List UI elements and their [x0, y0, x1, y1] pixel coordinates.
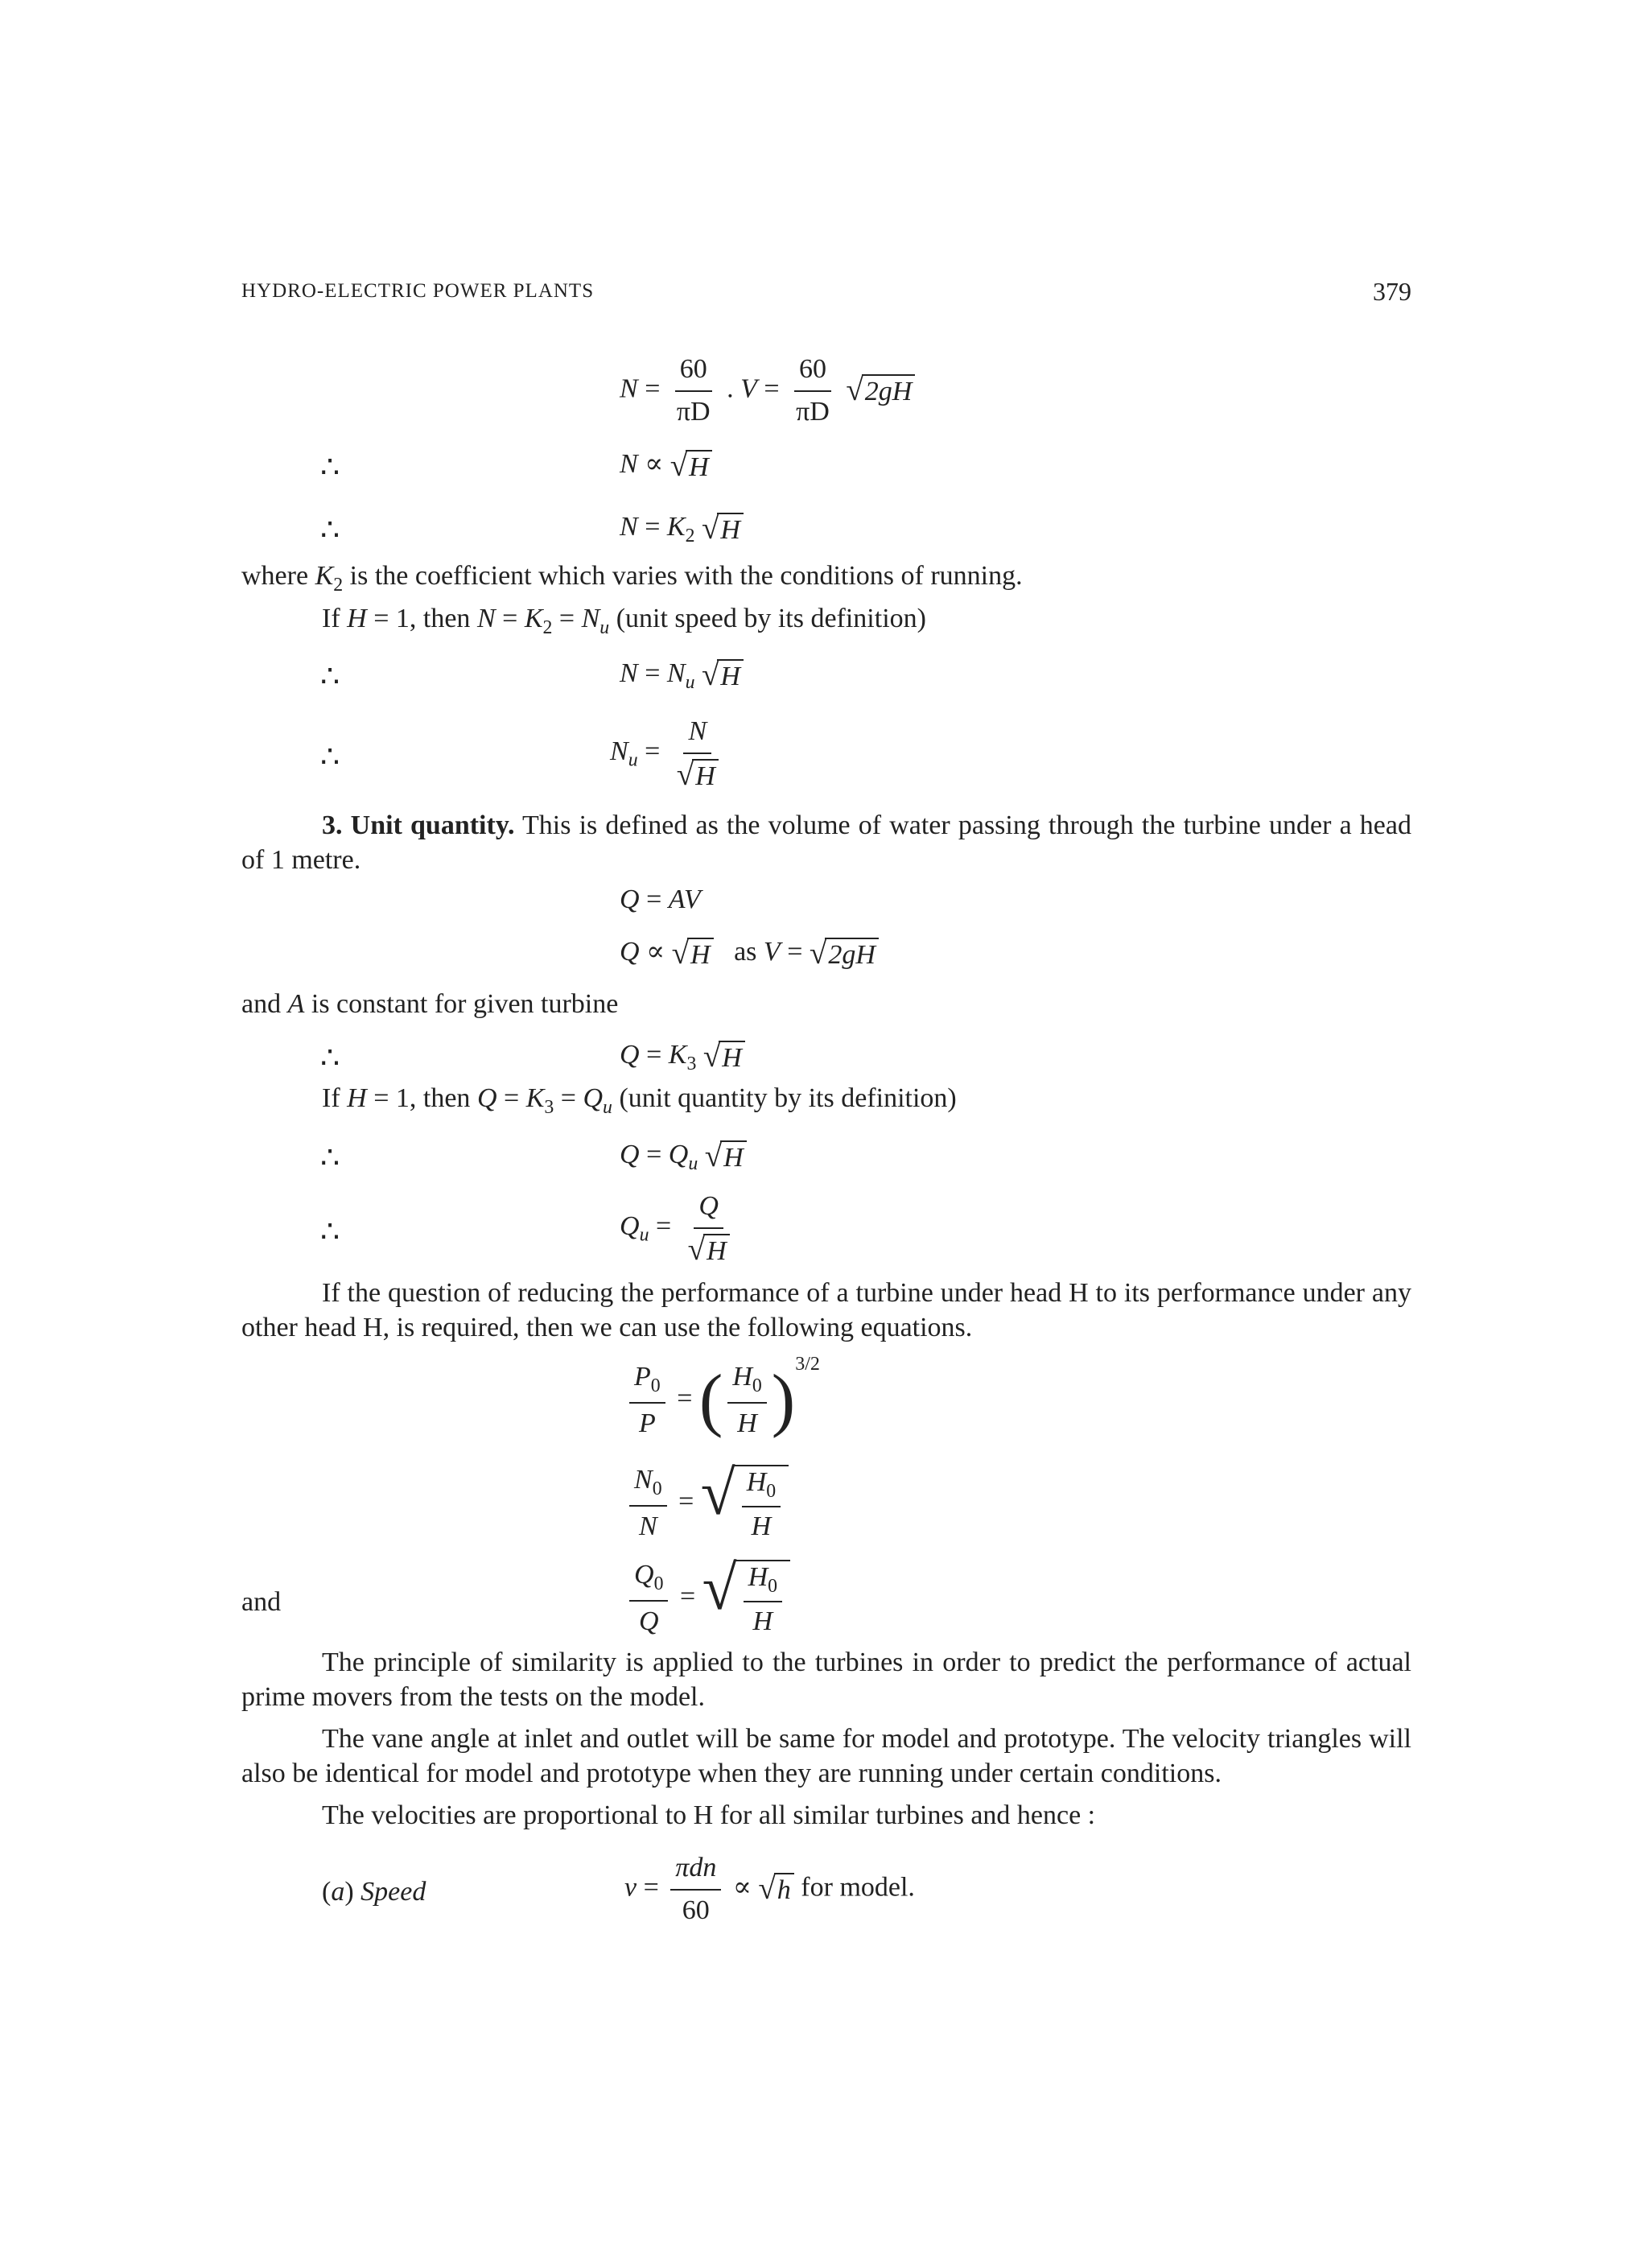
- sqrt-h: [705, 1140, 747, 1173]
- fraction-60-pid: [791, 353, 834, 429]
- text-unit-speed-definition: [322, 602, 926, 641]
- var-h: H: [347, 1083, 367, 1113]
- var-k: K: [666, 512, 686, 542]
- right-paren: ): [771, 1360, 796, 1440]
- equals-sign: =: [764, 373, 780, 404]
- radical-sign: √: [702, 1552, 737, 1623]
- paragraph-vane-angle: The vane angle at inlet and outlet will be same for model and prototype. The velocity triangles will also be identical for model and prototype when they are running under certain conditions.: [241, 1724, 1411, 1788]
- text-run: for model.: [801, 1872, 915, 1903]
- var-a: A: [287, 989, 305, 1019]
- subscript: u: [603, 1096, 612, 1118]
- item-letter: a: [331, 1877, 345, 1907]
- numerator: N: [683, 715, 711, 754]
- fraction-h0-h: [744, 1561, 782, 1637]
- radical-sign: √: [758, 1870, 776, 1906]
- radical-sign: √: [676, 757, 694, 793]
- equals-sign: =: [646, 1040, 662, 1070]
- radicand: H: [717, 513, 744, 546]
- equation-power-ratio: [624, 1354, 820, 1441]
- text-run: If: [322, 1083, 348, 1113]
- fraction-n-sqrt-h: [672, 715, 723, 792]
- denominator: [683, 1229, 735, 1268]
- numerator: [727, 1360, 766, 1404]
- fraction-pidn-60: [670, 1851, 721, 1928]
- subscript: 0: [752, 1375, 762, 1396]
- text-run: =: [554, 1083, 583, 1113]
- subscript: 2: [542, 616, 553, 638]
- subscript: 2: [333, 574, 344, 596]
- numerator: [744, 1561, 782, 1602]
- subscript: u: [639, 1224, 649, 1246]
- equals-sign: =: [645, 512, 661, 542]
- item-title: Speed: [360, 1877, 426, 1907]
- left-paren: (: [698, 1360, 723, 1440]
- radical-sign: √: [704, 1138, 723, 1173]
- numerator: [629, 1558, 668, 1602]
- equation-q-av: [620, 883, 701, 918]
- denominator: H: [751, 1511, 772, 1542]
- therefore-symbol: ∴: [320, 1041, 340, 1075]
- var-n: N: [581, 604, 600, 633]
- equation-speed-model: [624, 1851, 915, 1928]
- denominator: Q: [638, 1606, 659, 1636]
- denominator: P: [638, 1408, 656, 1438]
- equation-n-prop-sqrt-h: [620, 447, 712, 483]
- radical-sign: √: [671, 935, 690, 971]
- therefore-symbol: ∴: [320, 740, 340, 774]
- sqrt-h: [670, 447, 712, 483]
- radical-sign: √: [701, 510, 719, 546]
- denominator: πD: [796, 396, 830, 427]
- var-av: AV: [668, 885, 701, 914]
- var-v: V: [763, 937, 781, 967]
- text-run: (unit quantity by its definition): [612, 1083, 957, 1113]
- subscript: 3: [544, 1096, 554, 1118]
- var-q: Q: [620, 885, 640, 914]
- radicand: H: [703, 1234, 730, 1267]
- numerator: [629, 1463, 667, 1507]
- denominator: H: [737, 1408, 757, 1438]
- sqrt-2gh: [846, 374, 915, 407]
- text-run: =: [552, 604, 582, 633]
- subscript: 0: [768, 1575, 778, 1597]
- label-and: and: [241, 1587, 282, 1617]
- var-k: K: [315, 561, 334, 591]
- denominator: πD: [676, 396, 711, 427]
- radical-sign: √: [670, 447, 688, 483]
- text-unit-quantity-definition: [322, 1082, 957, 1120]
- var-h: H: [746, 1466, 767, 1497]
- section-heading: 3. Unit quantity.: [322, 810, 515, 840]
- text-run: (: [322, 1877, 332, 1907]
- var-n: N: [634, 1465, 653, 1495]
- var-n: N: [620, 512, 638, 542]
- var-h: H: [748, 1561, 768, 1592]
- equation-n-k2-sqrt-h: [620, 510, 744, 549]
- equation-quantity-ratio: [624, 1552, 790, 1639]
- sqrt-h: [688, 1234, 730, 1267]
- var-q: Q: [620, 937, 640, 967]
- numerator: 60: [675, 353, 712, 392]
- text-run: (unit speed by its definition): [609, 604, 926, 633]
- equals-sign: =: [646, 1140, 662, 1169]
- var-q: Q: [583, 1083, 604, 1113]
- subscript: 3: [686, 1053, 697, 1074]
- sqrt-h: [702, 659, 744, 692]
- fraction-q0-q: [629, 1558, 668, 1639]
- radical-sign: √: [700, 1457, 735, 1528]
- paragraph-unit-quantity: [241, 809, 1411, 877]
- fraction-60-pid: [672, 353, 715, 429]
- var-h: H: [732, 1362, 752, 1392]
- radicand: 2gH: [825, 938, 879, 971]
- sqrt-2gh: [809, 935, 879, 971]
- subscript: u: [685, 671, 695, 693]
- sqrt-h: [758, 1870, 793, 1906]
- equation-q-qu-sqrt-h: [620, 1138, 747, 1177]
- var-n: N: [620, 449, 638, 479]
- equals-sign: =: [645, 373, 661, 404]
- numerator: πdn: [670, 1851, 721, 1891]
- subscript: u: [628, 749, 638, 771]
- equation-nu-n-over-sqrt-h: [610, 715, 728, 792]
- equals-sign: =: [678, 1486, 694, 1516]
- text-run: and: [241, 989, 288, 1019]
- numerator: 60: [794, 353, 831, 392]
- text-run: If: [322, 604, 348, 633]
- sqrt-h0-over-h: [700, 1457, 789, 1542]
- proportional-sign: ∝: [732, 1872, 752, 1903]
- text-run: =: [496, 1083, 526, 1113]
- radicand: H: [686, 450, 712, 483]
- subscript: u: [599, 616, 610, 638]
- var-h: H: [347, 604, 367, 633]
- var-q: Q: [620, 1140, 640, 1169]
- equals-sign: =: [677, 1383, 693, 1413]
- sqrt-h: [677, 759, 719, 792]
- var-n: N: [476, 604, 496, 633]
- equals-sign: =: [645, 736, 661, 766]
- radicand: H: [717, 659, 744, 692]
- equation-q-prop-sqrt-h: [620, 935, 879, 971]
- page-number: 379: [1373, 277, 1411, 306]
- text-run: is constant for given turbine: [304, 989, 619, 1019]
- subscript: 2: [685, 525, 695, 546]
- var-q: Q: [620, 1210, 640, 1241]
- equals-sign: =: [645, 658, 661, 688]
- subscript: 0: [766, 1480, 777, 1502]
- paragraph-velocities: The velocities are proportional to H for all similar turbines and hence :: [322, 1800, 1096, 1830]
- var-q: Q: [668, 1140, 689, 1169]
- var-n: N: [620, 658, 638, 688]
- var-k: K: [668, 1040, 687, 1070]
- radicand: [735, 1560, 790, 1637]
- subscript: 0: [653, 1573, 664, 1594]
- fraction-q-sqrt-h: [683, 1190, 735, 1267]
- radicand: h: [774, 1873, 794, 1906]
- therefore-symbol: ∴: [320, 1141, 340, 1175]
- section-body: This is defined as the volume of water passing through the turbine under a head of 1 metre.: [241, 810, 1411, 875]
- var-n: N: [620, 373, 638, 404]
- text-run: is the coefficient which varies with the conditions of running.: [343, 561, 1023, 591]
- subscript: u: [688, 1153, 698, 1174]
- radicand: 2gH: [862, 374, 916, 407]
- therefore-symbol: ∴: [320, 1215, 340, 1249]
- var-q: Q: [476, 1083, 497, 1113]
- text-run: where: [241, 561, 315, 591]
- equation-qu-q-over-sqrt-h: [620, 1190, 740, 1267]
- paragraph-reducing-performance: If the question of reducing the performance of a turbine under head H to its performance under any other head H, is required, then we can use the following equations.: [241, 1278, 1411, 1342]
- equals-sign: =: [679, 1581, 696, 1611]
- denominator: H: [752, 1606, 773, 1637]
- fraction-h0-h: [742, 1466, 781, 1542]
- radical-sign: √: [687, 1232, 706, 1268]
- running-header: HYDRO-ELECTRIC POWER PLANTS: [241, 280, 595, 302]
- equation-q-k3-sqrt-h: [620, 1038, 745, 1077]
- radicand: H: [687, 938, 714, 971]
- radical-sign: √: [702, 1038, 721, 1074]
- proportional-sign: ∝: [646, 937, 665, 967]
- sqrt-h: [701, 510, 744, 546]
- text-where-k2: [241, 559, 1023, 598]
- sqrt-h: [702, 1038, 745, 1074]
- subscript: 0: [652, 1478, 662, 1499]
- numerator: [742, 1466, 781, 1507]
- equals-sign: =: [643, 1872, 659, 1903]
- var-v: V: [740, 373, 757, 404]
- radical-sign: √: [809, 935, 827, 971]
- equation-n-nu-sqrt-h: [620, 657, 744, 695]
- exponent-three-halves: 3/2: [795, 1354, 820, 1375]
- therefore-symbol: ∴: [320, 660, 340, 694]
- var-q: Q: [620, 1040, 640, 1070]
- fraction-p0-p: [629, 1360, 665, 1441]
- paragraph-similarity: The principle of similarity is applied to the turbines in order to predict the performance of actual prime movers from the tests on the model.: [241, 1647, 1411, 1712]
- word-as: as: [734, 937, 757, 967]
- sqrt-h0-over-h: [702, 1552, 790, 1637]
- therefore-symbol: ∴: [320, 451, 340, 485]
- radical-sign: √: [701, 657, 719, 692]
- numerator: [629, 1360, 665, 1404]
- fraction-n0-n: [629, 1463, 667, 1544]
- text-run: ): [344, 1877, 361, 1907]
- var-v: v: [624, 1872, 637, 1903]
- text-a-constant: [241, 988, 618, 1022]
- radicand: H: [692, 759, 719, 792]
- fraction-h0-h: [727, 1360, 766, 1441]
- proportional-sign: ∝: [645, 449, 664, 479]
- denominator: N: [638, 1511, 657, 1541]
- var-n: N: [610, 736, 628, 766]
- equation-speed-ratio: [624, 1457, 789, 1544]
- text-run: = 1, then: [366, 1083, 477, 1113]
- equals-sign: =: [646, 885, 662, 914]
- var-k: K: [524, 604, 543, 633]
- sqrt-h: [671, 935, 714, 971]
- text-run: =: [495, 604, 525, 633]
- radicand: [734, 1465, 789, 1542]
- therefore-symbol: ∴: [320, 513, 340, 547]
- dot-operator: .: [727, 373, 734, 404]
- equation-speed-definition: [620, 353, 915, 429]
- equals-sign: =: [655, 1210, 672, 1241]
- equals-sign: =: [787, 937, 803, 967]
- denominator: 60: [682, 1895, 710, 1925]
- var-q: Q: [634, 1560, 654, 1590]
- radicand: H: [719, 1041, 745, 1074]
- var-n: N: [666, 658, 686, 688]
- denominator: [672, 754, 723, 793]
- var-p: P: [634, 1362, 651, 1392]
- var-k: K: [525, 1083, 545, 1113]
- text-run: = 1, then: [366, 604, 477, 633]
- label-speed: [322, 1875, 426, 1910]
- radical-sign: √: [846, 372, 863, 407]
- subscript: 0: [650, 1375, 661, 1396]
- numerator: Q: [694, 1190, 723, 1229]
- radicand: H: [720, 1140, 747, 1173]
